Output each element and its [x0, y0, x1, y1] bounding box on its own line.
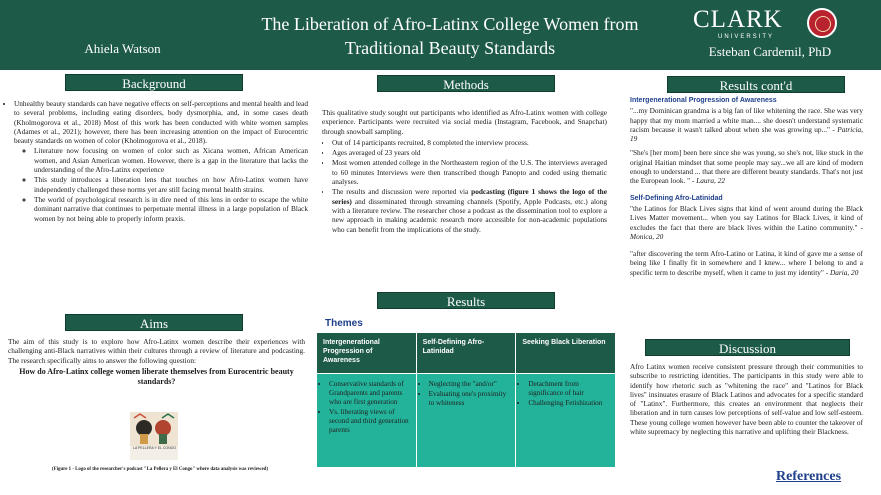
- quote: "...my Dominican grandma is a big fan of like whitening the race. She was very happy that my mom married a white man.... she doesn't understand systematic racism because it wasn't talked about when she was growing up..." - Patricia, 19: [630, 106, 863, 144]
- aims-text: The aim of this study is to explore how Afro-Latinx women describe their experiences with challenging anti-Black narratives within their cultures through a review of literature and podcasting. The research specifically aims to answer the following question:: [8, 337, 305, 365]
- aims-heading: Aims: [65, 314, 243, 331]
- background-subbullet: ◦ This study introduces a liberation lens that touches on how Afro-Latinx women have independently challenged these norms yet are still facing mental health strains.: [34, 175, 308, 194]
- background-body: [3, 99, 308, 224]
- quote: "She's [her mom] been here since she was young, so she's not, like stuck in the original Haitian mindset that some people may say...we all are kind of modern enough to understand ... that there are different beauty standards. That's not just the European look. " - Laura, 22: [630, 148, 863, 186]
- themes-table: [316, 332, 616, 468]
- methods-bullet: • The results and discussion were reported via podcasting (figure 1 shows the logo of the series) and disseminated through streaming channels (Spotify, Apple Podcasts, etc.) along with a literature review. The researcher chose a podcast as the dissemination tool to explore a new approach in making academic research more accessible for non-academic populations who can benefit from the implications of the study.: [332, 187, 607, 233]
- theme-header: Self-Defining Afro-Latinidad: [416, 333, 516, 374]
- subtheme-title: Intergenerational Progression of Awareness: [630, 97, 777, 104]
- results-heading: Results: [377, 292, 555, 309]
- podcast-art-icon: [130, 412, 178, 446]
- theme-item: • Vs. liberating views of second and third generation parents: [329, 408, 412, 435]
- results-contd-body: [630, 96, 863, 282]
- logo-text: CLARK: [693, 6, 783, 33]
- methods-body: [322, 108, 607, 288]
- methods-bullet: • Out of 14 participants recruited, 8 completed the interview process.: [332, 138, 607, 147]
- quote: "the Latinos for Black Lives signs that kind of went around during the Black Lives Matter movement... when you say Latinos for Black Lives, it kind of excludes the fact that there are black lives within the Latino community." -Monica, 20: [630, 203, 864, 241]
- results-contd-heading: Results cont'd: [667, 76, 845, 93]
- theme-cell: [416, 374, 516, 468]
- theme-cell: [317, 374, 417, 468]
- author-left: Ahiela Watson: [84, 41, 161, 56]
- methods-bullet: • Most women attended college in the Northeastern region of the U.S. The interviews averaged to 60 minutes Interviews were then transcribed though Panopto and coded using thematic analyses.: [332, 158, 607, 186]
- themes-title: Themes: [325, 318, 363, 329]
- theme-item: • Detachment from significance of hair: [528, 380, 611, 398]
- background-heading: Background: [65, 74, 243, 91]
- podcast-name: LA PELLERA Y EL CONGO: [133, 446, 177, 450]
- logo-sub: UNIVERSITY: [718, 34, 775, 40]
- author-right: Esteban Cardemil, PhD: [708, 44, 832, 59]
- university-logo: [693, 8, 841, 40]
- aims-body: [8, 337, 305, 387]
- references-link[interactable]: References: [776, 469, 842, 484]
- quote: "after discovering the term Afro-Latino or Latina, it kind of gave me a sense of being like I finally fit in somewhere and I knew... where I belong to and a specific term to describe myself, when it came to just my identity" - Daria, 20: [630, 249, 863, 277]
- theme-item: • Neglecting the "and/or": [429, 380, 512, 389]
- figure-caption: (Figure 1 - Logo of the researcher's podcast "La Pellera y El Congo" where data analysis was reviewed): [52, 467, 268, 472]
- poster-title: The Liberation of Afro-Latinx College Women from Traditional Beauty Standards: [261, 14, 639, 58]
- theme-cell: [516, 374, 616, 468]
- subtheme-title: Self-Defining Afro-Latinidad: [630, 194, 723, 202]
- theme-header: Intergenerational Progression of Awareness: [317, 333, 417, 374]
- methods-intro: This qualitative study sought out participants who identified as Afro-Latinx women with college experience. Participants were recruited via social media (Instagram, Facebook, and Snapchat) through snowball sampling.: [322, 108, 607, 136]
- theme-header: Seeking Black Liberation: [516, 333, 616, 374]
- methods-heading: Methods: [377, 75, 555, 92]
- university-seal-icon: [807, 8, 837, 38]
- aims-question: How do Afro-Latinx college women liberate themselves from Eurocentric beauty standards?: [19, 366, 294, 386]
- background-subbullet: ◦ The world of psychological research is in dire need of this lens in order to escape the white dominant narrative that continues to perpetuate mental illness in a large population of Black women by not being able to properly inform praxis.: [34, 195, 308, 223]
- podcast-logo: [130, 412, 178, 460]
- theme-item: • Evaluating one's proximity to whiteness: [429, 390, 512, 408]
- theme-item: • Challenging Fetishization: [528, 399, 611, 408]
- discussion-heading: Discussion: [645, 339, 850, 356]
- background-subbullet: ◦ Literature now focusing on women of color such as Xicana women, African American women, and Asian American women. However, there is a gap in the literature that lacks the understanding of the Afro-Latinx experience: [34, 146, 308, 174]
- theme-item: • Conservative standards of Grandparents and parents who are first generation: [329, 380, 412, 407]
- background-bullet: • Unhealthy beauty standards can have negative effects on self-perceptions and mental health and lead to several problems, including eating disorders, body dysmorphia, and, in some cases death (Kholmogorova et al., 2018) Most of this work has been conducted with white women samples (Adames et al., 2021); however, there has been increasing attention on the impact of Eurocentric beauty standards on women of color (Kholmogorova et al., 2018). ◦ Literature now focusing on women of color such as Xicana women, African American women, and Asian American women. However, there is a gap in the literature that lacks the understanding of the Afro-Latinx experience ◦ This study introduces a liberation lens that touches on how Afro-Latinx women have independently challenged these norms yet are still facing mental health strains. ◦ The world of psychological research is in dire need of this lens in order to escape the white dominant narrative that continues to perpetuate mental illness in a large population of Black women by not being able to properly inform praxis.: [14, 99, 308, 223]
- methods-bullet: • Ages averaged of 23 years old: [332, 148, 607, 157]
- discussion-text: Afro Latinx women receive consistent pressure through their communities to subscribe to restricting identities. The participants in this study were able to identify how rhetoric such as "whitening the race" and "Latinos for Black lives" insinuates erasure of Black Latinos and advocates for a specific standard of "Latinx". Furthermore, this creates an environment that neglects their liberation and in turn causes low perceptions of self-value and low self-esteem. These young college women however have been able to counter the takeover of white supremacy by neglecting this narrative and uplifting their Blackness.: [630, 362, 863, 437]
